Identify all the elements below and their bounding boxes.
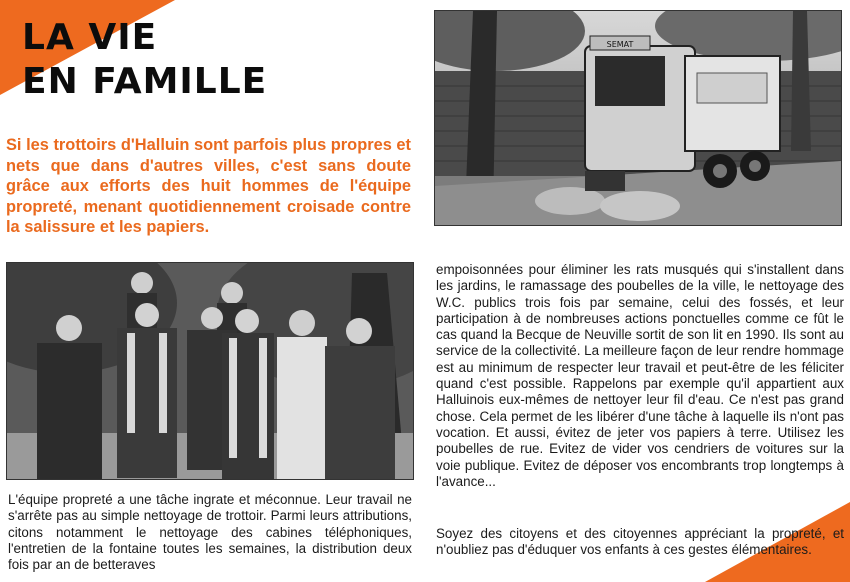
body-column-right: empoisonnées pour éliminer les rats musqués qui s'installent dans les jardins, le ramassage des poubelles de la ville, le nettoyage des W.C. publics trois fois par semaine, celui des fossés, et leur participation à de nombreuses actions ponctuelles comme ce fût le cas quand la Becque de Neuville sortit de son lit en 1990. Ils sont au service de la collectivité. La meilleure façon de leur rendre hommage est au minimum de respecter leur travail et peut-être de les féliciter quand c'est possible. Rappelons par exemple qu'il appartient aux Halluinois eux-mêmes de nettoyer leur fil d'eau. Ce n'est pas grand chose. Cela permet de les libérer d'une tâche à laquelle ils n'ont pas vocation. Et aussi, évitez de jeter vos papiers à terre. Utilisez les poubelles de rue. Evitez de vider vos cendriers de voitures sur la voie publique. Evitez de déposer vos encombrants trop longtemps à l'avance... xyxy=(436,262,844,489)
cleaning-team-photo xyxy=(6,262,414,480)
title-line-2: EN FAMILLE xyxy=(22,61,268,102)
sweeper-brand-label: SEMAT xyxy=(606,40,634,49)
closing-paragraph: Soyez des citoyens et des citoyennes appréciant la propreté, et n'oubliez pas d'éduquer vos enfants à ces gestes élémentaires. xyxy=(436,526,844,558)
street-sweeper-photo xyxy=(434,10,842,226)
page-title xyxy=(22,16,267,104)
body-column-left: L'équipe propreté a une tâche ingrate et méconnue. Leur travail ne s'arrête pas au simple nettoyage de trottoir. Parmi leurs attributions, citons notamment le nettoyage des cabines téléphoniques, l'entretien de la fontaine toutes les semaines, la distribution deux fois par an de betteraves xyxy=(8,492,412,573)
title-line-1: LA VIE xyxy=(22,17,158,58)
intro-paragraph: Si les trottoirs d'Halluin sont parfois plus propres et nets que dans d'autres villes, c'est sans doute grâce aux efforts des huit hommes de l'équipe propreté, menant quotidiennement croisade contre la salissure et les papiers. xyxy=(6,136,411,236)
